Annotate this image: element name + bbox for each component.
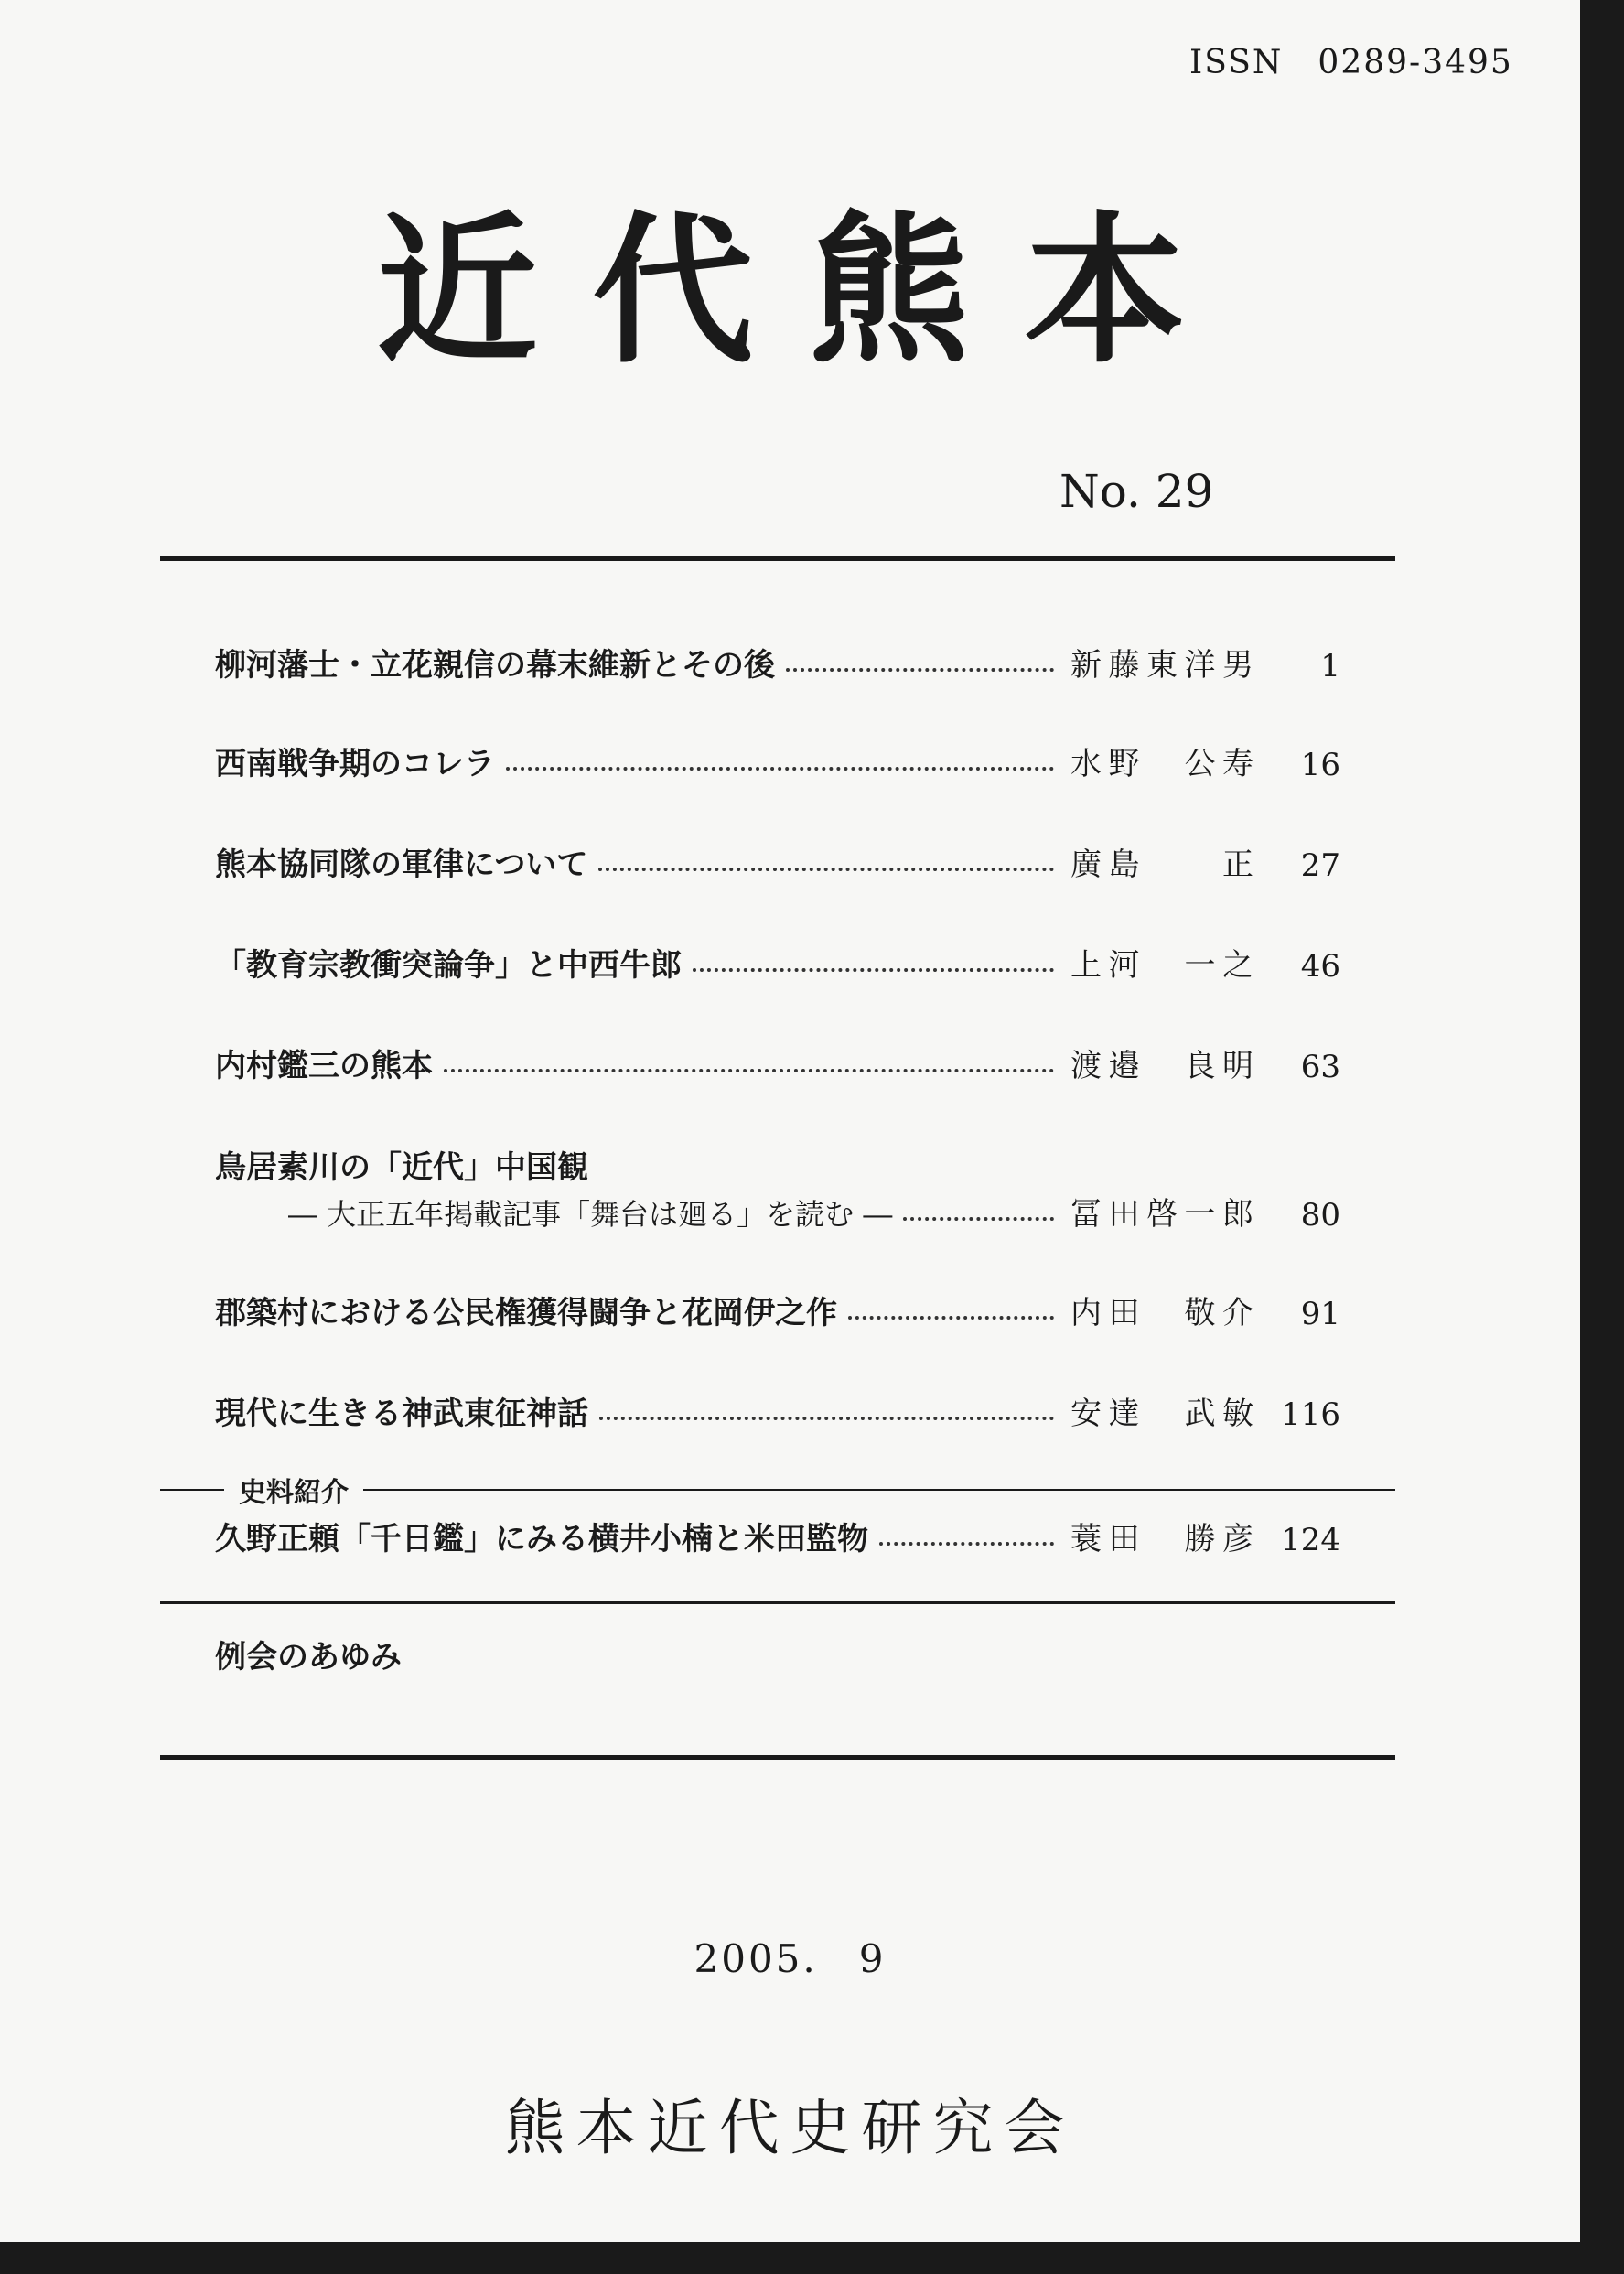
leader-dots (444, 1069, 1054, 1072)
toc-title: 西南戦争期のコレラ (215, 746, 495, 782)
toc-page: 27 (1300, 847, 1340, 884)
middle-rule (160, 1601, 1395, 1604)
section-label: 史料紹介 (239, 1477, 349, 1509)
toc-title: 「教育宗教衝突論争」と中西牛郎 (215, 947, 682, 984)
toc-row[interactable] (215, 1514, 1340, 1558)
toc-title: 柳河藩士・立花親信の幕末維新とその後 (215, 647, 775, 684)
toc-author: 蓑田 勝彦 (1070, 1521, 1253, 1557)
toc-row[interactable] (215, 641, 1340, 684)
top-rule (160, 556, 1395, 561)
toc-author: 冨田啓一郎 (1070, 1196, 1253, 1233)
toc-author: 廣島 正 (1070, 846, 1253, 883)
toc-page: 63 (1300, 1049, 1340, 1085)
toc-author: 新藤東洋男 (1070, 647, 1253, 684)
toc-title: 郡築村における公民権獲得闘争と花岡伊之作 (215, 1295, 837, 1331)
leader-dots (506, 767, 1054, 771)
leader-dots (903, 1217, 1054, 1221)
toc-title[interactable]: 鳥居素川の「近代」中国観 (215, 1149, 588, 1186)
issn: ISSN 0289-3495 (1189, 44, 1513, 81)
toc-title: 久野正頼「千日鑑」にみる横井小楠と米田監物 (215, 1521, 868, 1557)
meetings-entry[interactable]: 例会のあゆみ (215, 1639, 402, 1676)
publication-date: 2005. 9 (694, 1936, 887, 1981)
toc-page: 124 (1281, 1522, 1340, 1558)
toc-row[interactable] (215, 941, 1340, 985)
toc-title: 内村鑑三の熊本 (215, 1048, 433, 1084)
issue-number: No. 29 (1059, 465, 1214, 518)
publisher-name: 熊本近代史研究会 (504, 2093, 1076, 2163)
leader-dots (848, 1316, 1054, 1320)
toc-subtitle: ― 大正五年掲載記事「舞台は廻る」を読む ― (288, 1197, 893, 1232)
toc-author: 安達 武敏 (1070, 1396, 1253, 1432)
divider-line (160, 1489, 224, 1491)
toc-title: 現代に生きる神武東征神話 (215, 1396, 588, 1432)
bottom-rule (160, 1755, 1395, 1760)
leader-dots (879, 1542, 1054, 1546)
leader-dots (599, 1417, 1054, 1420)
toc-row[interactable] (215, 1288, 1340, 1332)
toc-page: 91 (1300, 1296, 1340, 1332)
toc-author: 上河 一之 (1070, 947, 1253, 984)
toc-author: 渡邉 良明 (1070, 1048, 1253, 1084)
toc-page: 16 (1300, 747, 1340, 783)
toc-title: 熊本協同隊の軍律について (215, 846, 588, 883)
divider-line (363, 1489, 1395, 1491)
toc-row[interactable] (215, 1190, 1340, 1234)
toc-page: 116 (1281, 1396, 1340, 1433)
toc-page: 1 (1320, 648, 1340, 684)
toc-row[interactable] (215, 840, 1340, 884)
toc-row[interactable] (215, 1389, 1340, 1433)
toc-page: 80 (1300, 1197, 1340, 1234)
toc-author: 内田 敬介 (1070, 1295, 1253, 1331)
toc-row[interactable] (215, 1041, 1340, 1085)
toc-author: 水野 公寿 (1070, 746, 1253, 782)
leader-dots (598, 868, 1054, 871)
toc-row[interactable] (215, 739, 1340, 783)
section-divider (160, 1471, 1395, 1508)
leader-dots (786, 668, 1054, 672)
leader-dots (693, 968, 1054, 972)
journal-title: 近代熊本 (376, 196, 1241, 385)
toc-page: 46 (1300, 948, 1340, 985)
